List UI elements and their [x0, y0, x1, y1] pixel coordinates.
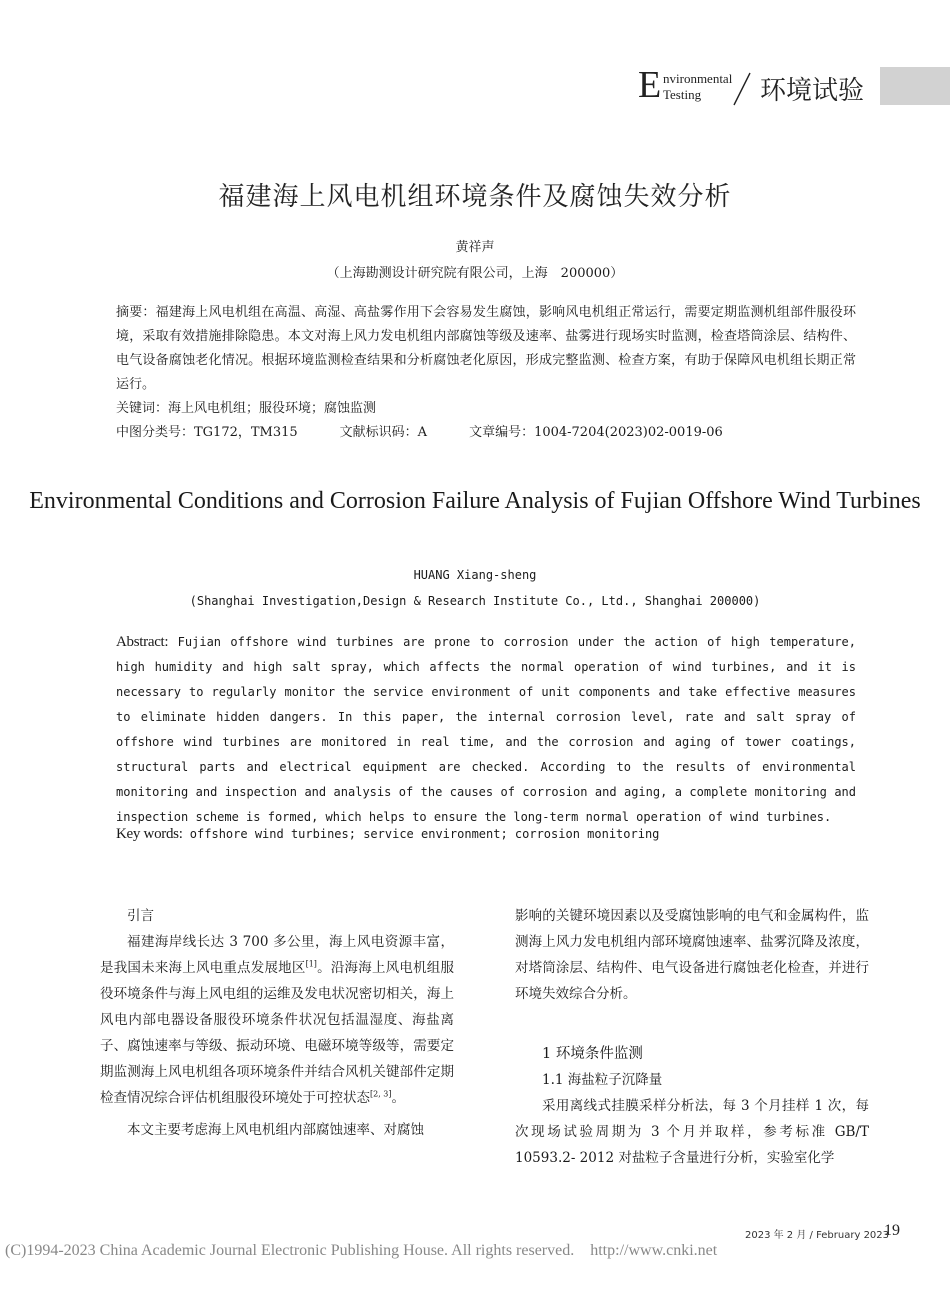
- intro-heading: 引言: [127, 908, 154, 924]
- keywords-en-label: Key words:: [116, 826, 183, 842]
- page-number: 19: [884, 1222, 900, 1239]
- body-column-right: [515, 903, 869, 1171]
- keywords-cn-text: 海上风电机组；服役环境；腐蚀监测: [168, 401, 377, 416]
- section-heading-1-1: 1.1 海盐粒子沉降量: [542, 1072, 663, 1088]
- issue-date: 2023 年 2 月 / February 2023: [745, 1230, 890, 1241]
- body-column-left: [100, 903, 454, 1143]
- keywords-cn-label: 关键词：: [116, 401, 169, 416]
- header-section-tab: [880, 67, 950, 105]
- document-code: 文献标识码：A: [339, 425, 428, 440]
- journal-logo-line1: nvironmental: [663, 71, 733, 86]
- citation-ref: [1]: [305, 959, 317, 969]
- affiliation-en: (Shanghai Investigation,Design & Research Institute Co., Ltd., Shanghai 200000): [189, 594, 761, 608]
- cnki-url[interactable]: http://www.cnki.net: [590, 1242, 718, 1259]
- abstract-cn-text: 福建海上风电机组在高温、高湿、高盐雾作用下会容易发生腐蚀，影响风电机组正常运行，需要定期监测机组部件服役环境，采取有效措施排除隐患。本文对海上风力发电机组内部腐蚀等级及速率、盐雾进行现场实时监测，检查塔筒涂层、结构件、电气设备腐蚀老化情况。根据环境监测检查结果和分析腐蚀老化原因，形成完整监测、检查方案，有助于保障风电机组长期正常运行。: [116, 305, 856, 392]
- section-paragraph-1: 采用离线式挂膜采样分析法，每 3 个月挂样 1 次，每次现场试验周期为 3 个月并取样，参考标准 GB/T 10593.2- 2012 对盐粒子含量进行分析，实验室化学: [515, 1098, 869, 1166]
- abstract-en-label: Abstract:: [116, 634, 169, 650]
- abstract-cn-label: 摘要：: [116, 305, 156, 320]
- classification-line: [116, 421, 856, 445]
- copyright-watermark: (C)1994-2023 China Academic Journal Electronic Publishing House. All rights reserved. http://www.cnki.net: [5, 1242, 718, 1259]
- intro-paragraph-2-cont: 影响的关键环境因素以及受腐蚀影响的电气和金属构件，监测海上风力发电机组内部环境腐蚀速率、盐雾沉降及浓度，对塔筒涂层、结构件、电气设备进行腐蚀老化检查，并进行环境失效综合分析。: [515, 908, 869, 1002]
- author-en: HUANG Xiang-sheng: [413, 568, 537, 582]
- abstract-en-text: Fujian offshore wind turbines are prone to corrosion under the action of high temperature, high humidity and high salt spray, which affects the normal operation of wind turbines, and it is necessary to regularly monitor the service environment of unit components and take effective measures to eliminate hidden dangers. In this paper, the internal corrosion level, rate and salt spray of offshore wind turbines are monitored in real time, and the corrosion and aging of tower coatings, structural parts and electrical equipment are checked. According to the results of environmental monitoring and inspection and analysis of the causes of corrosion and aging, a complete monitoring and inspection scheme is formed, which helps to ensure the long-term normal operation of wind turbines.: [116, 635, 856, 824]
- author-cn: 黄祥声: [455, 240, 495, 255]
- journal-logo-line2: Testing: [663, 87, 702, 102]
- keywords-en-text: offshore wind turbines; service environment; corrosion monitoring: [182, 827, 660, 841]
- journal-name: 环境试验: [760, 76, 865, 106]
- keywords-en: [116, 822, 856, 847]
- paper-title-en: Environmental Conditions and Corrosion Failure Analysis of Fujian Offshore Wind Turbines: [29, 488, 921, 514]
- clc-number: 中图分类号：TG172，TM315: [116, 425, 298, 440]
- header-slash-divider: [732, 72, 752, 106]
- article-number: 文章编号：1004-7204(2023)02-0019-06: [469, 425, 723, 440]
- abstract-en: [116, 630, 856, 830]
- intro-paragraph-1: 福建海岸线长达 3 700 多公里，海上风电资源丰富，是我国未来海上风电重点发展地区[1]。沿海海上风电机组服役环境条件与海上风电组的运维及发电状况密切相关，海上风电内部电器设备服役环境条件状况包括温湿度、海盐离子、腐蚀速率与等级、振动环境、电磁环境等级等，需要定期监测海上风电机组各项环境条件并结合风机关键部件定期检查情况综合评估机组服役环境处于可控状态[2, 3]。: [100, 934, 454, 1106]
- journal-logo-letter: E: [638, 64, 662, 106]
- paper-title-cn: 福建海上风电机组环境条件及腐蚀失效分析: [218, 182, 732, 212]
- abstract-cn: [116, 301, 856, 397]
- intro-paragraph-2: 本文主要考虑海上风电机组内部腐蚀速率、对腐蚀: [127, 1122, 424, 1138]
- keywords-cn: [116, 397, 856, 421]
- section-heading-1: 1 环境条件监测: [542, 1046, 643, 1062]
- affiliation-cn: （上海勘测设计研究院有限公司，上海 200000）: [326, 266, 624, 281]
- citation-ref: [2, 3]: [370, 1089, 392, 1099]
